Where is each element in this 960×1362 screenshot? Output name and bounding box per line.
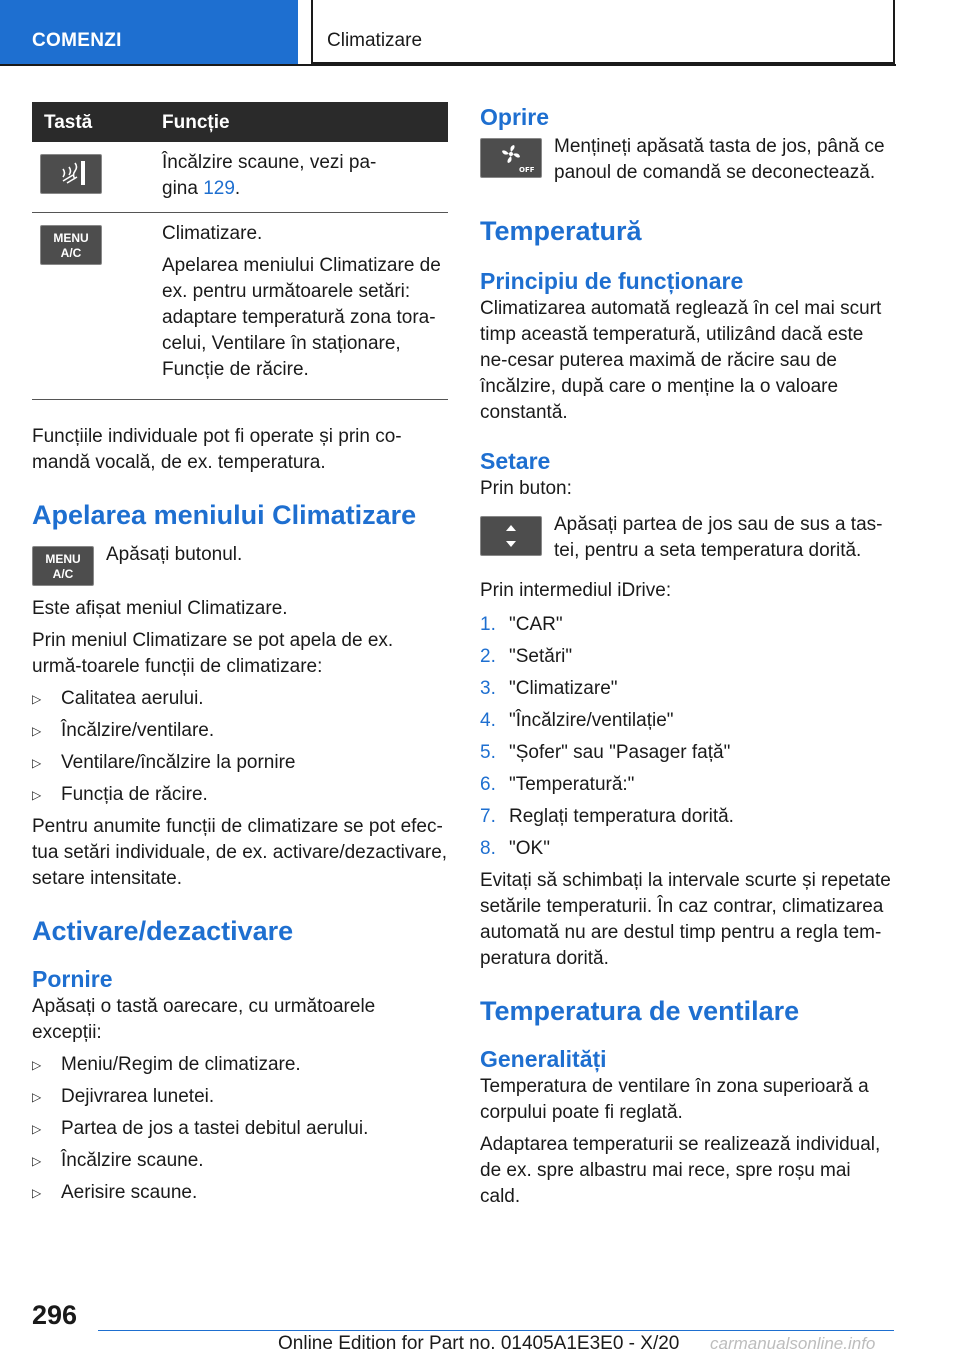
list-item: ▷ Dejivrarea lunetei. xyxy=(32,1084,448,1110)
table-row xyxy=(32,142,448,213)
section-tab: COMENZI xyxy=(0,0,298,64)
footer-divider xyxy=(98,1330,894,1331)
heading-menu: Apelarea meniului Climatizare xyxy=(32,500,417,530)
edition-text: Online Edition for Part no. 01405A1E3E0 - X/20 xyxy=(278,1333,680,1354)
list-item: ▷ Calitatea aerului. xyxy=(32,686,448,712)
intro-text: Funcțiile individuale pot fi operate și prin co-mandă vocală, de ex. temperatura. xyxy=(32,426,402,473)
list-item: ▷ Partea de jos a tastei debitul aerului. xyxy=(32,1116,448,1142)
list-item: 1. "CAR" xyxy=(480,614,563,635)
table-row xyxy=(32,213,448,400)
list-item: 5. "Șofer" sau "Pasager față" xyxy=(480,742,731,763)
table-cell-text: Apelarea meniului Climatizare de ex. pentru următoarele setări: adaptare temperatură zona tora-celui, Ventilare în staționare, Funcție de răcire. xyxy=(162,255,441,380)
list-item: ▷ Meniu/Regim de climatizare. xyxy=(32,1052,448,1078)
right-column xyxy=(480,102,896,1210)
left-column xyxy=(32,102,448,1206)
heading-setting: Setare xyxy=(480,448,551,474)
heading-vent-temperature: Temperatura de ventilare xyxy=(480,996,800,1026)
list-item: 6. "Temperatură:" xyxy=(480,774,635,795)
individual-settings-text: Pentru anumite funcții de climatizare se pot efec-tua setări individuale, de ex. activare/dezactivare, setare intensitate. xyxy=(32,816,448,889)
general-text: Temperatura de ventilare în zona superioară a corpului poate fi reglată. xyxy=(480,1076,869,1123)
watermark-text: carmanualsonline.info xyxy=(710,1334,876,1353)
page-reference-link[interactable]: 129 xyxy=(203,178,235,199)
menu-ac-button-icon: MENU A/C xyxy=(40,225,102,265)
header-divider xyxy=(0,64,896,66)
chapter-title: Climatizare xyxy=(311,0,895,64)
on-text: Apăsați o tastă oarecare, cu următoarele excepții: xyxy=(32,996,376,1043)
heading-general: Generalități xyxy=(480,1046,607,1072)
button-text: Apăsați partea de jos sau de sus a tas-tei, pentru a seta temperatura dorită. xyxy=(554,514,883,561)
table-header-function: Funcție xyxy=(162,102,448,142)
list-item: 7. Reglați temperatura dorită. xyxy=(480,806,734,827)
idrive-steps-list xyxy=(480,612,896,862)
menu-functions-text: Prin meniul Climatizare se pot apela de ex. urmă-toarele funcții de climatizare: xyxy=(32,630,394,677)
press-button-text: Apăsați butonul. xyxy=(106,544,243,565)
key-function-table xyxy=(32,102,448,400)
by-button-text: Prin buton: xyxy=(480,478,572,499)
list-item: ▷ Ventilare/încălzire la pornire xyxy=(32,750,448,776)
menu-ac-button-icon: MENU A/C xyxy=(32,546,94,586)
menu-shown-text: Este afișat meniul Climatizare. xyxy=(32,598,288,619)
adapt-text: Adaptarea temperaturii se realizează individual, de ex. spre albastru mai rece, spre roșu mai cald. xyxy=(480,1134,881,1207)
list-item: 8. "OK" xyxy=(480,838,550,859)
table-cell-text: Încălzire scaune, vezi pa- gina 129. xyxy=(162,152,377,199)
heading-principle: Principiu de funcționare xyxy=(480,268,744,294)
list-item: 4. "Încălzire/ventilație" xyxy=(480,710,674,731)
list-item: ▷ Funcția de răcire. xyxy=(32,782,448,808)
exceptions-list xyxy=(32,1052,448,1206)
heading-temperature: Temperatură xyxy=(480,216,642,246)
seat-heating-icon xyxy=(40,154,102,194)
fan-off-icon xyxy=(480,138,542,178)
by-idrive-text: Prin intermediul iDrive: xyxy=(480,580,672,601)
list-item: ▷ Încălzire/ventilare. xyxy=(32,718,448,744)
avoid-text: Evitați să schimbați la intervale scurte și repetate setările temperaturii. În caz contrar, climatizarea automată nu are destul timp pentru a regla tem-peratura dorită. xyxy=(480,870,891,969)
temperature-rocker-icon xyxy=(480,516,542,556)
menu-items-list xyxy=(32,686,448,808)
principle-text: Climatizarea automată reglează în cel mai scurt timp această temperatură, utilizând dacă este ne-cesar puterea maximă de răcire sau de încălzire, după care o menține la o valoare constantă. xyxy=(480,298,882,423)
list-item: 3. "Climatizare" xyxy=(480,678,618,699)
heading-off: Oprire xyxy=(480,104,550,130)
table-cell-title: Climatizare. xyxy=(162,223,263,244)
list-item: ▷ Încălzire scaune. xyxy=(32,1148,448,1174)
svg-text:OFF: OFF xyxy=(519,166,535,174)
heading-onoff: Activare/dezactivare xyxy=(32,916,294,946)
page-number: 296 xyxy=(32,1300,78,1330)
list-item: ▷ Aerisire scaune. xyxy=(32,1180,448,1206)
off-text: Mențineți apăsată tasta de jos, până ce panoul de comandă se deconectează. xyxy=(554,136,885,183)
heading-on: Pornire xyxy=(32,966,113,992)
list-item: 2. "Setări" xyxy=(480,646,573,667)
table-header-key: Tastă xyxy=(32,102,162,142)
